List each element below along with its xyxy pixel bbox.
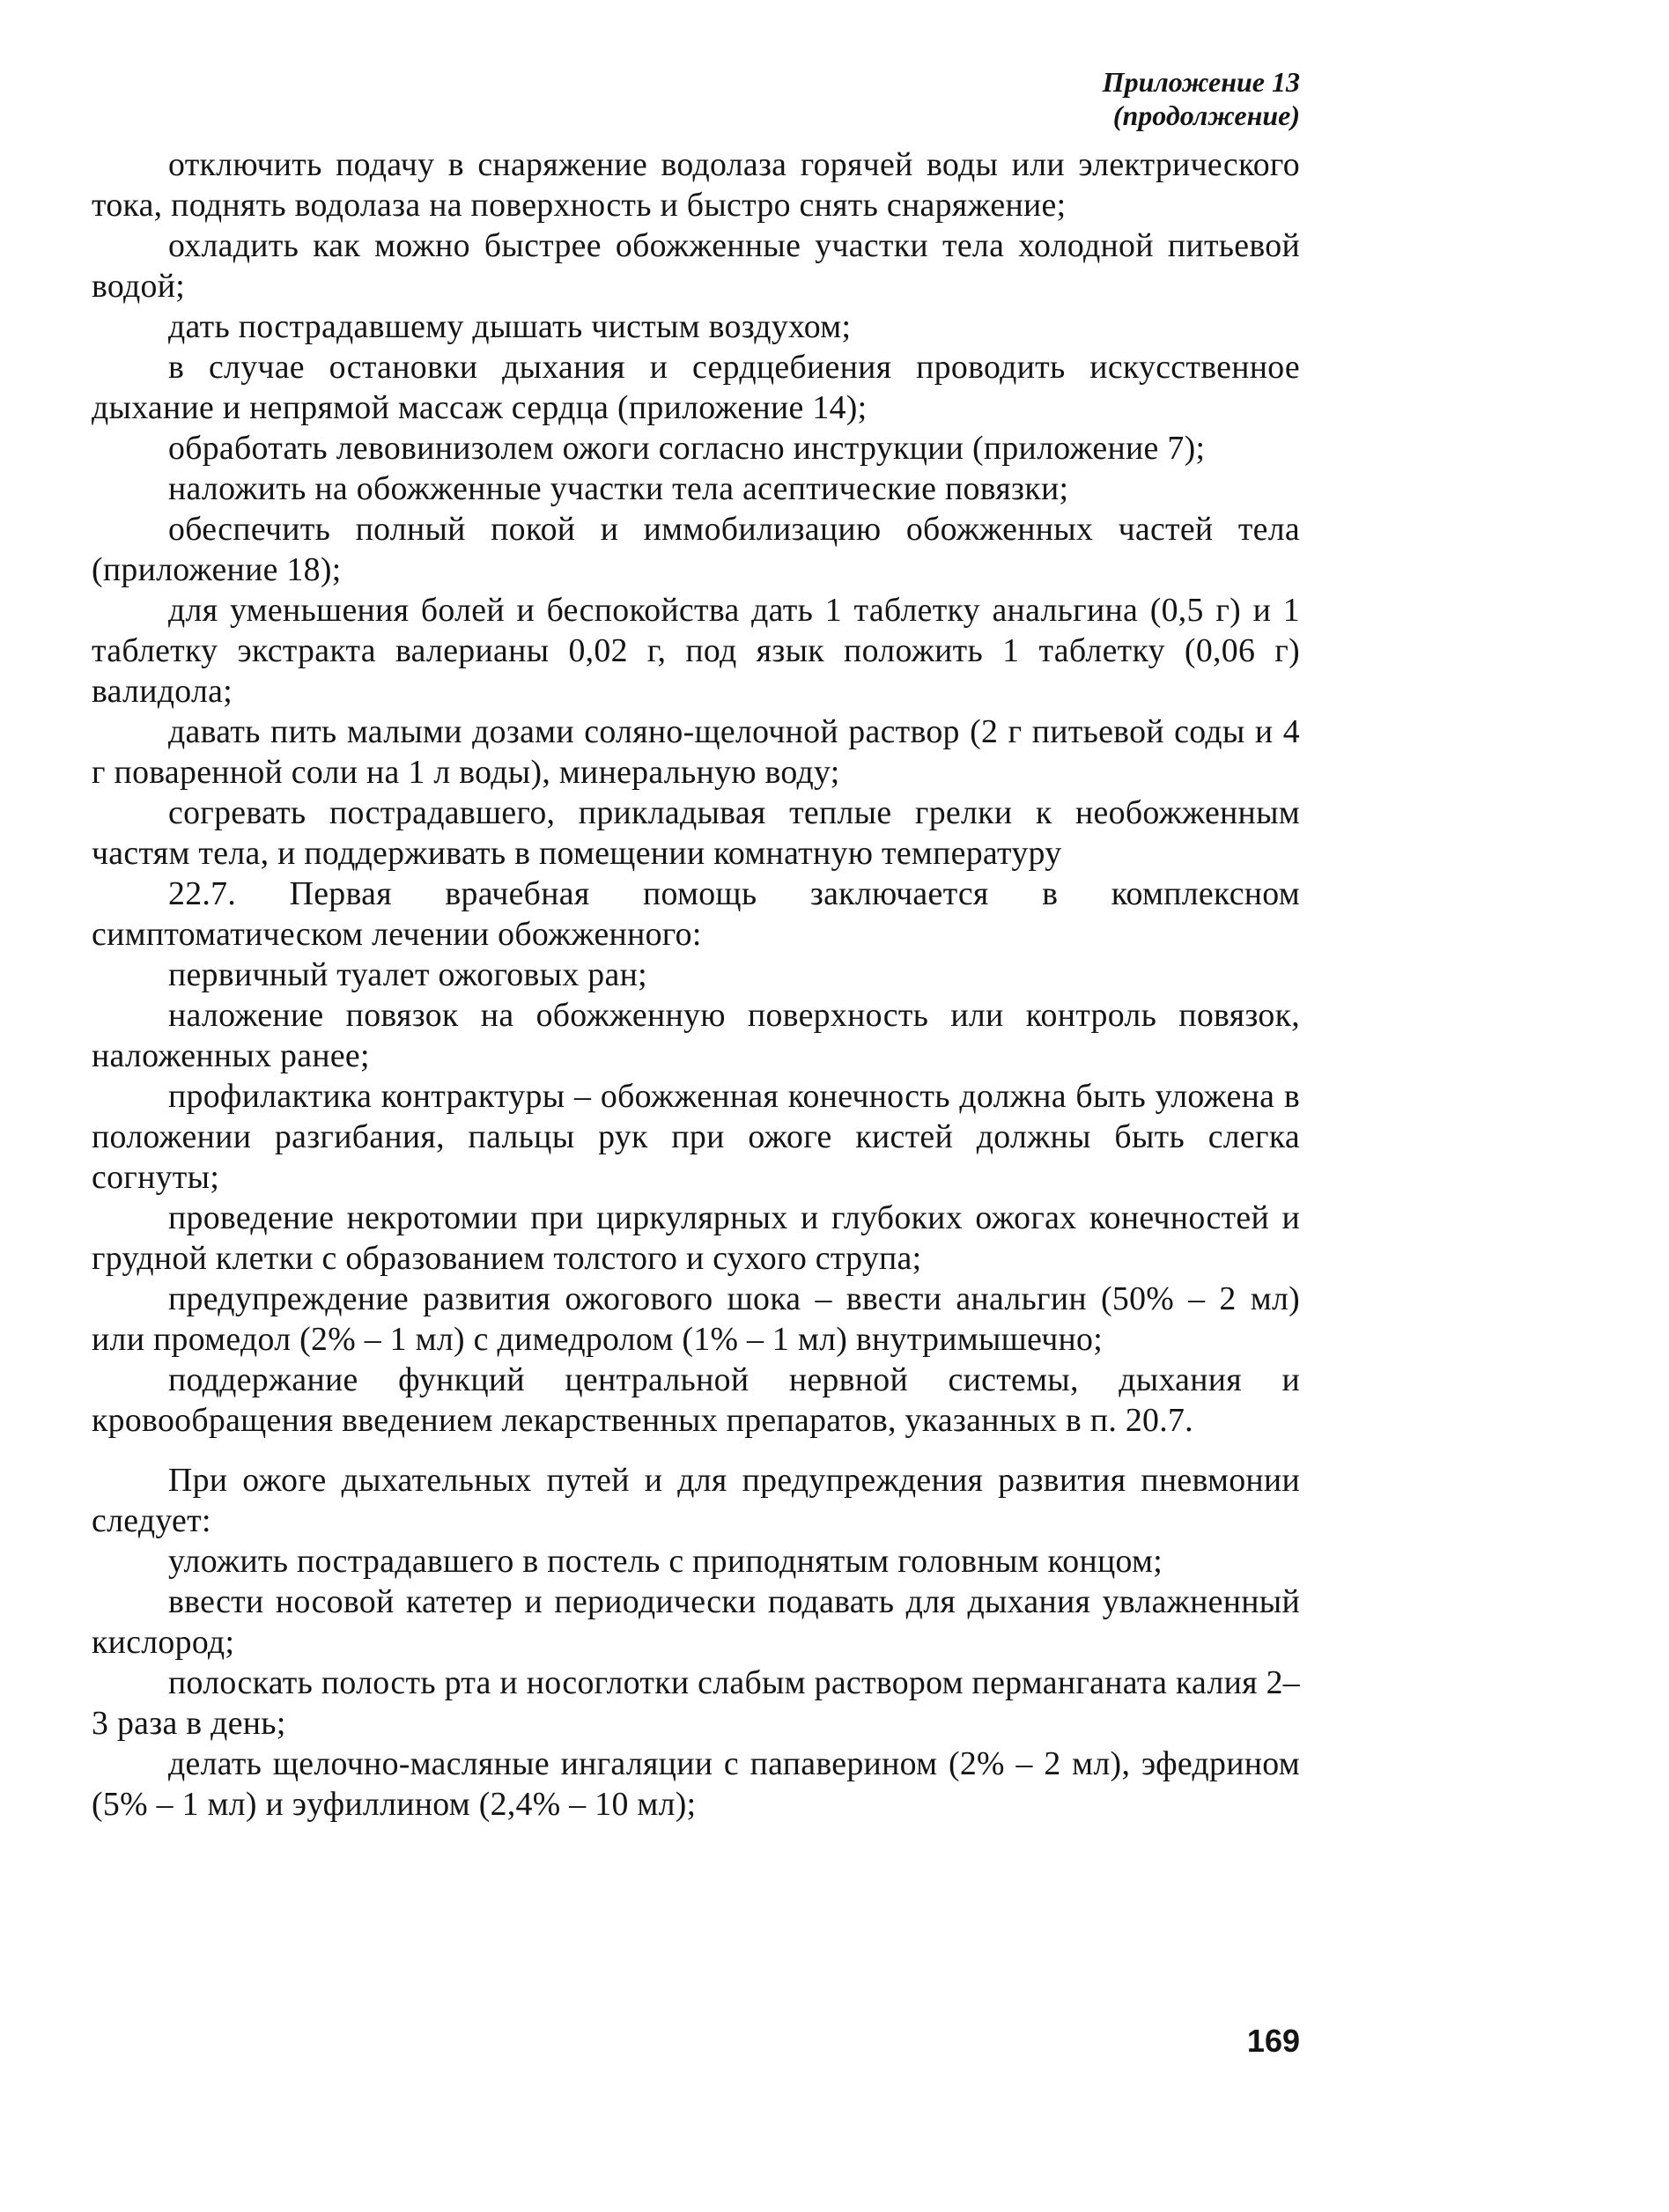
appendix-title: Приложение 13: [1102, 66, 1300, 98]
paragraph: в случае остановки дыхания и сердцебиения проводить искусственное дыхание и непрямой массаж сердца (приложение 14);: [92, 349, 1300, 426]
paragraph: При ожоге дыхательных путей и для предупреждения развития пневмонии следует:: [92, 1462, 1300, 1539]
paragraph: предупреждение развития ожогового шока – ввести анальгин (50% – 2 мл) или промедол (2% – 1 мл) с димедролом (1% – 1 мл) внутримышечно;: [92, 1280, 1300, 1358]
paragraph: согревать пострадавшего, прикладывая теплые грелки к необожженным частям тела, и поддерживать в помещении комнатную температуру: [92, 794, 1300, 872]
paragraph: обеспечить полный покой и иммобилизацию обожженных частей тела (приложение 18);: [92, 511, 1300, 588]
paragraph: ввести носовой катетер и периодически подавать для дыхания увлажненный кислород;: [92, 1583, 1300, 1661]
paragraph: 22.7. Первая врачебная помощь заключается в комплексном симптоматическом лечении обожженного:: [92, 875, 1300, 953]
body-text: [92, 144, 1300, 1825]
paragraph: проведение некротомии при циркулярных и глубоких ожогах конечностей и грудной клетки с образованием толстого и сухого струпа;: [92, 1199, 1300, 1277]
paragraph: дать пострадавшему дышать чистым воздухом;: [168, 308, 852, 345]
paragraph: уложить пострадавшего в постель с приподнятым головным концом;: [168, 1543, 1163, 1580]
paragraph: охладить как можно быстрее обожженные участки тела холодной питьевой водой;: [92, 227, 1300, 305]
paragraph: полоскать полость рта и носоглотки слабым раствором перманганата калия 2–3 раза в день;: [92, 1664, 1300, 1742]
appendix-header: [1103, 65, 1300, 132]
appendix-continuation: (продолжение): [1112, 100, 1300, 131]
paragraph: наложение повязок на обожженную поверхность или контроль повязок, наложенных ранее;: [92, 997, 1300, 1074]
paragraph: профилактика контрактуры – обожженная конечность должна быть уложена в положении разгибания, пальцы рук при ожоге кистей должны быть слегка согнуты;: [92, 1078, 1300, 1196]
paragraph: наложить на обожженные участки тела асептические повязки;: [168, 470, 1069, 507]
paragraph: делать щелочно-масляные ингаляции с папаверином (2% – 2 мл), эфедрином (5% – 1 мл) и эуфиллином (2,4% – 10 мл);: [92, 1745, 1300, 1823]
paragraph: отключить подачу в снаряжение водолаза горячей воды или электрического тока, поднять водолаза на поверхность и быстро снять снаряжение;: [92, 146, 1300, 224]
paragraph: для уменьшения болей и беспокойства дать 1 таблетку анальгина (0,5 г) и 1 таблетку экстракта валерианы 0,02 г, под язык положить 1 таблетку (0,06 г) валидола;: [92, 592, 1300, 710]
paragraph: поддержание функций центральной нервной системы, дыхания и кровообращения введением лекарственных препаратов, указанных в п. 20.7.: [92, 1361, 1300, 1439]
paragraph: давать пить малыми дозами соляно-щелочной раствор (2 г питьевой соды и 4 г поваренной соли на 1 л воды), минеральную воду;: [92, 713, 1300, 791]
document-page: [92, 65, 1300, 2196]
paragraph: обработать левовинизолем ожоги согласно инструкции (приложение 7);: [168, 430, 1206, 467]
paragraph: первичный туалет ожоговых ран;: [168, 956, 647, 993]
page-number: 169: [1246, 2023, 1300, 2059]
